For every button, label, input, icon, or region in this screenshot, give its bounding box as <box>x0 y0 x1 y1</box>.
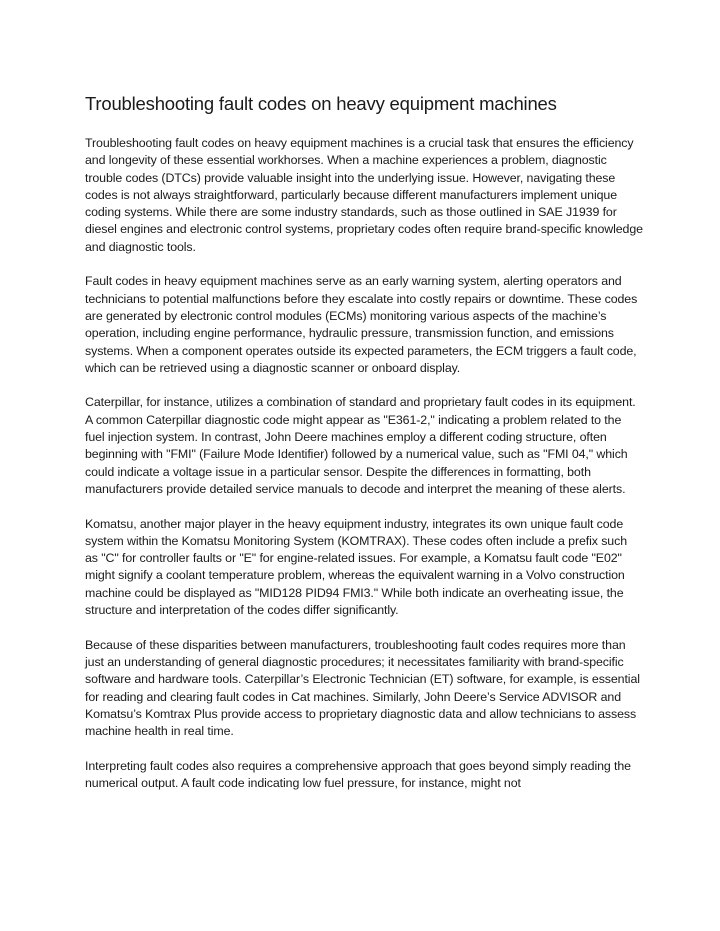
paragraph-interpreting: Interpreting fault codes also requires a comprehensive approach that goes beyond simply reading the numerical output. A fault code indicating low fuel pressure, for instance, might not <box>85 758 631 790</box>
paragraph-early-warning: Fault codes in heavy equipment machines serve as an early warning system, alerting operators and technicians to potential malfunctions before they escalate into costly repairs or downtime. These codes are generated by electronic control modules (ECMs) monitoring various aspects of the machine’s operation, including engine performance, hydraulic pressure, transmission function, and emissions systems. When a component operates outside its expected parameters, the ECM triggers a fault code, which can be retrieved using a diagnostic scanner or onboard display. <box>85 274 638 375</box>
document-title: Troubleshooting fault codes on heavy equipment machines <box>85 93 557 114</box>
paragraph-intro: Troubleshooting fault codes on heavy equipment machines is a crucial task that ensures the efficiency and longevity of these essential workhorses. When a machine experiences a problem, diagnostic trouble codes (DTCs) provide valuable insight into the underlying issue. However, navigating these codes is not always straightforward, particularly because different manufacturers implement unique coding systems. While there are some industry standards, such as those outlined in SAE J1939 for diesel engines and electronic control systems, proprietary codes often require brand-specific knowledge and diagnostic tools. <box>85 136 643 254</box>
document-body <box>85 93 643 810</box>
paragraph-caterpillar: Caterpillar, for instance, utilizes a combination of standard and proprietary fault codes in its equipment. A common Caterpillar diagnostic code might appear as "E361-2," indicating a problem related to the fuel injection system. In contrast, John Deere machines employ a different coding structure, often beginning with "FMI" (Failure Mode Identifier) followed by a numerical value, such as "FMI 04," which could indicate a voltage issue in a particular sensor. Despite the differences in formatting, both manufacturers provide detailed service manuals to decode and interpret the meaning of these alerts. <box>85 395 636 496</box>
paragraph-komatsu: Komatsu, another major player in the heavy equipment industry, integrates its own unique fault code system within the Komatsu Monitoring System (KOMTRAX). These codes often include a prefix such as "C" for controller faults or "E" for engine-related issues. For example, a Komatsu fault code "E02" might signify a coolant temperature problem, whereas the equivalent warning in a Volvo construction machine could be displayed as "MID128 PID94 FMI3." While both indicate an overheating issue, the structure and interpretation of the codes differ significantly. <box>85 516 627 618</box>
paragraph-disparities: Because of these disparities between manufacturers, troubleshooting fault codes requires more than just an understanding of general diagnostic procedures; it necessitates familiarity with brand-specific software and hardware tools. Caterpillar’s Electronic Technician (ET) software, for example, is essential for reading and clearing fault codes in Cat machines. Similarly, John Deere’s Service ADVISOR and Komatsu’s Komtrax Plus provide access to proprietary diagnostic data and allow technicians to assess machine health in real time. <box>85 637 640 739</box>
